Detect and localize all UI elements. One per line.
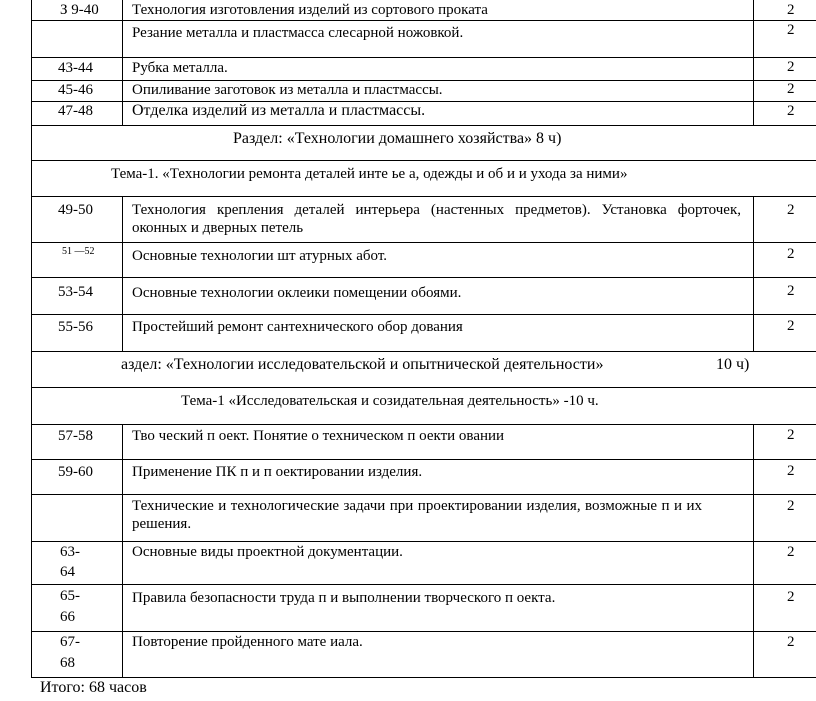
lesson-topic: Правила безопасности труда п и выполнении творческого п оекта. bbox=[132, 590, 556, 606]
lesson-topic: Основные технологии шт атурных абот. bbox=[132, 248, 388, 264]
lesson-number: 45-46 bbox=[58, 82, 93, 98]
row-divider bbox=[31, 351, 816, 352]
row-divider bbox=[31, 677, 816, 678]
row-divider bbox=[31, 631, 816, 632]
lesson-topic: Отделка изделий из металла и пластмассы. bbox=[132, 102, 426, 119]
lesson-hours: 2 bbox=[787, 463, 795, 479]
lesson-hours: 2 bbox=[787, 246, 795, 262]
column-divider-hours bbox=[753, 0, 754, 125]
lesson-hours: 2 bbox=[787, 2, 795, 18]
row-divider bbox=[31, 125, 816, 126]
lesson-hours: 2 bbox=[787, 103, 795, 119]
lesson-topic: Применение ПК п и п оектировании изделия. bbox=[132, 464, 423, 480]
row-divider bbox=[31, 314, 816, 315]
row-divider bbox=[31, 57, 816, 58]
lesson-hours: 2 bbox=[787, 427, 795, 443]
lesson-topic: Повторение пройденного мате иала. bbox=[132, 634, 363, 650]
lesson-topic: Простейший ремонт сантехнического обор дования bbox=[132, 319, 463, 335]
row-divider bbox=[31, 80, 816, 81]
lesson-hours: 2 bbox=[787, 634, 795, 650]
section-title: аздел: «Технологии исследовательской и опытнической деятельности» bbox=[121, 356, 604, 373]
lesson-topic: Основные технологии оклеики помещении обоями. bbox=[132, 285, 462, 301]
lesson-number-continued: 66 bbox=[60, 609, 75, 625]
row-divider bbox=[31, 277, 816, 278]
lesson-number: 63- bbox=[60, 544, 80, 560]
row-divider bbox=[31, 494, 816, 495]
row-divider bbox=[31, 387, 816, 388]
section-title: Раздел: «Технологии домашнего хозяйства» 8 ч) bbox=[233, 130, 562, 147]
row-divider bbox=[31, 459, 816, 460]
lesson-number: 49-50 bbox=[58, 202, 93, 218]
column-divider-number bbox=[122, 424, 123, 677]
lesson-hours: 2 bbox=[787, 283, 795, 299]
lesson-number: 47-48 bbox=[58, 103, 93, 119]
lesson-topic: Технология изготовления изделий из сортового проката bbox=[132, 2, 488, 18]
total-hours: Итого: 68 часов bbox=[40, 679, 147, 696]
row-divider bbox=[31, 424, 816, 425]
lesson-number: 65- bbox=[60, 588, 80, 604]
lesson-hours: 2 bbox=[787, 202, 795, 218]
lesson-topic: Резание металла и пластмасса слесарной ножовкой. bbox=[132, 25, 464, 41]
lesson-topic: Основные виды проектной документации. bbox=[132, 544, 403, 560]
section-theme: Тема-1. «Технологии ремонта деталей инте ье а, одежды и об и и ухода за ними» bbox=[111, 166, 628, 182]
lesson-number: З 9-40 bbox=[60, 2, 99, 18]
lesson-hours: 2 bbox=[787, 81, 795, 97]
lesson-hours: 2 bbox=[787, 318, 795, 334]
lesson-number: 67- bbox=[60, 634, 80, 650]
lesson-number: 59-60 bbox=[58, 464, 93, 480]
row-divider bbox=[31, 541, 816, 542]
column-divider-number bbox=[122, 196, 123, 351]
lesson-hours: 2 bbox=[787, 22, 795, 38]
row-divider bbox=[31, 242, 816, 243]
column-divider-hours bbox=[753, 196, 754, 351]
row-divider bbox=[31, 20, 816, 21]
lesson-number: 43-44 bbox=[58, 60, 93, 76]
lesson-number: 51 —52 bbox=[62, 246, 95, 257]
lesson-number-continued: 64 bbox=[60, 564, 75, 580]
lesson-number: 53-54 bbox=[58, 284, 93, 300]
column-divider-hours bbox=[753, 424, 754, 677]
lesson-hours: 2 bbox=[787, 498, 795, 514]
lesson-topic: Технология крепления деталей интерьера (настенных предметов). Установка форточек, оконных и дверных петель bbox=[132, 202, 741, 236]
lesson-topic: Тво ческий п оект. Понятие о техническом п оекти овании bbox=[132, 428, 505, 444]
row-divider bbox=[31, 160, 816, 161]
lesson-topic: Технические и технологические задачи при проектировании изделия, возможные п и их решения. bbox=[132, 498, 702, 532]
row-divider bbox=[31, 196, 816, 197]
column-divider-number bbox=[122, 0, 123, 125]
lesson-hours: 2 bbox=[787, 59, 795, 75]
lesson-number: 57-58 bbox=[58, 428, 93, 444]
lesson-topic: Опиливание заготовок из металла и пластмассы. bbox=[132, 82, 443, 98]
row-divider bbox=[31, 584, 816, 585]
lesson-topic: Рубка металла. bbox=[132, 60, 228, 76]
section-hours: 10 ч) bbox=[716, 356, 750, 373]
lesson-number: 55-56 bbox=[58, 319, 93, 335]
lesson-number-continued: 68 bbox=[60, 655, 75, 671]
lesson-hours: 2 bbox=[787, 544, 795, 560]
section-theme: Тема-1 «Исследовательская и созидательная деятельность» -10 ч. bbox=[181, 393, 599, 409]
lesson-hours: 2 bbox=[787, 589, 795, 605]
